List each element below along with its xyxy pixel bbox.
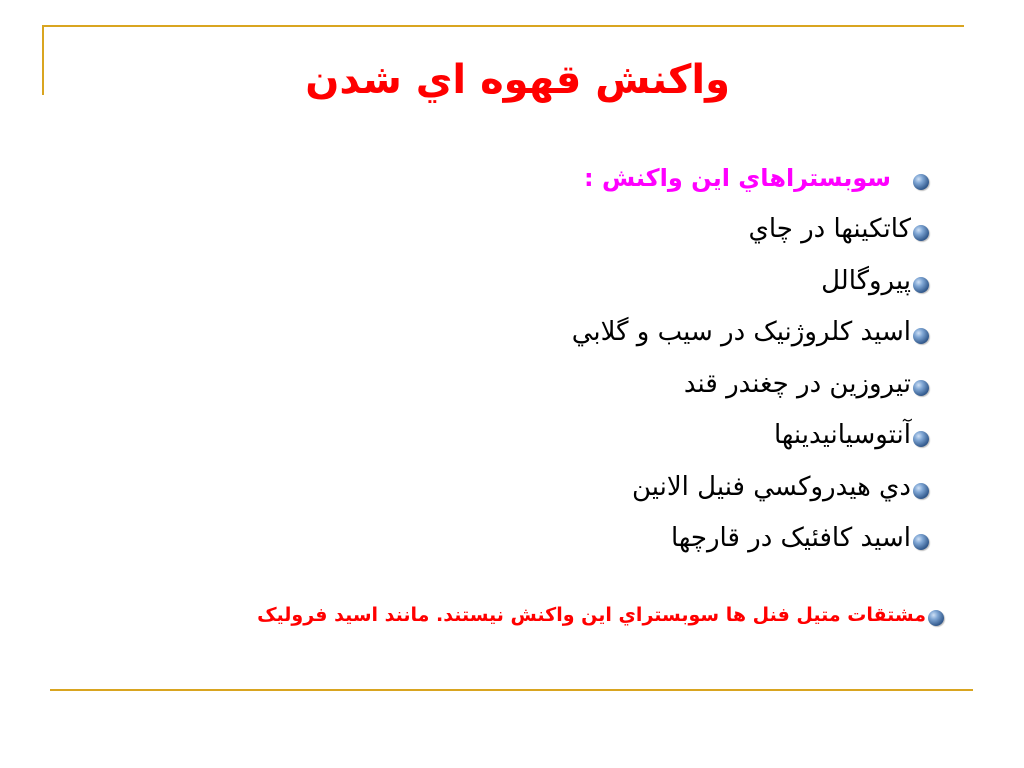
list-item	[129, 358, 929, 410]
list-item-text: دي هيدروكسي فنيل الانين	[631, 471, 911, 502]
frame-bottom-line	[50, 689, 973, 691]
list-item-text: پيروگالل	[821, 265, 911, 296]
list-item	[129, 461, 929, 513]
sphere-bullet-icon	[928, 610, 944, 626]
note-item	[257, 598, 944, 632]
sphere-bullet-icon	[913, 328, 929, 344]
note-text: مشتقات متيل فنل ها سوبستراي اين واكنش نيستند. مانند اسيد فروليک	[257, 604, 926, 626]
sphere-bullet-icon	[913, 380, 929, 396]
sphere-bullet-icon	[913, 534, 929, 550]
list-item	[129, 152, 929, 204]
slide-title: واكنش قهوه اي شدن	[305, 57, 730, 103]
list-item-text: تيروزين در چغندر قند	[683, 368, 911, 399]
frame-left-line	[42, 25, 44, 95]
list-item	[129, 513, 929, 565]
list-item-text: اسيد كافئيک در قارچها	[670, 523, 911, 554]
list-item	[129, 204, 929, 256]
bullet-list	[129, 152, 929, 564]
list-item-text: كاتكينها در چاي	[748, 214, 911, 245]
list-item	[129, 255, 929, 307]
sphere-bullet-icon	[913, 483, 929, 499]
list-item	[129, 307, 929, 359]
sphere-bullet-icon	[913, 225, 929, 241]
sphere-bullet-icon	[913, 431, 929, 447]
sphere-bullet-icon	[913, 277, 929, 293]
sphere-bullet-icon	[913, 174, 929, 190]
list-item-text: اسيد كلروژنيک در سيب و گلابي	[571, 317, 911, 348]
frame-top-line	[43, 25, 964, 27]
list-item	[129, 410, 929, 462]
list-item-text: سوبستراهاي اين واكنش :	[583, 163, 891, 192]
list-item-text: آنتوسيانيدينها	[773, 420, 911, 451]
